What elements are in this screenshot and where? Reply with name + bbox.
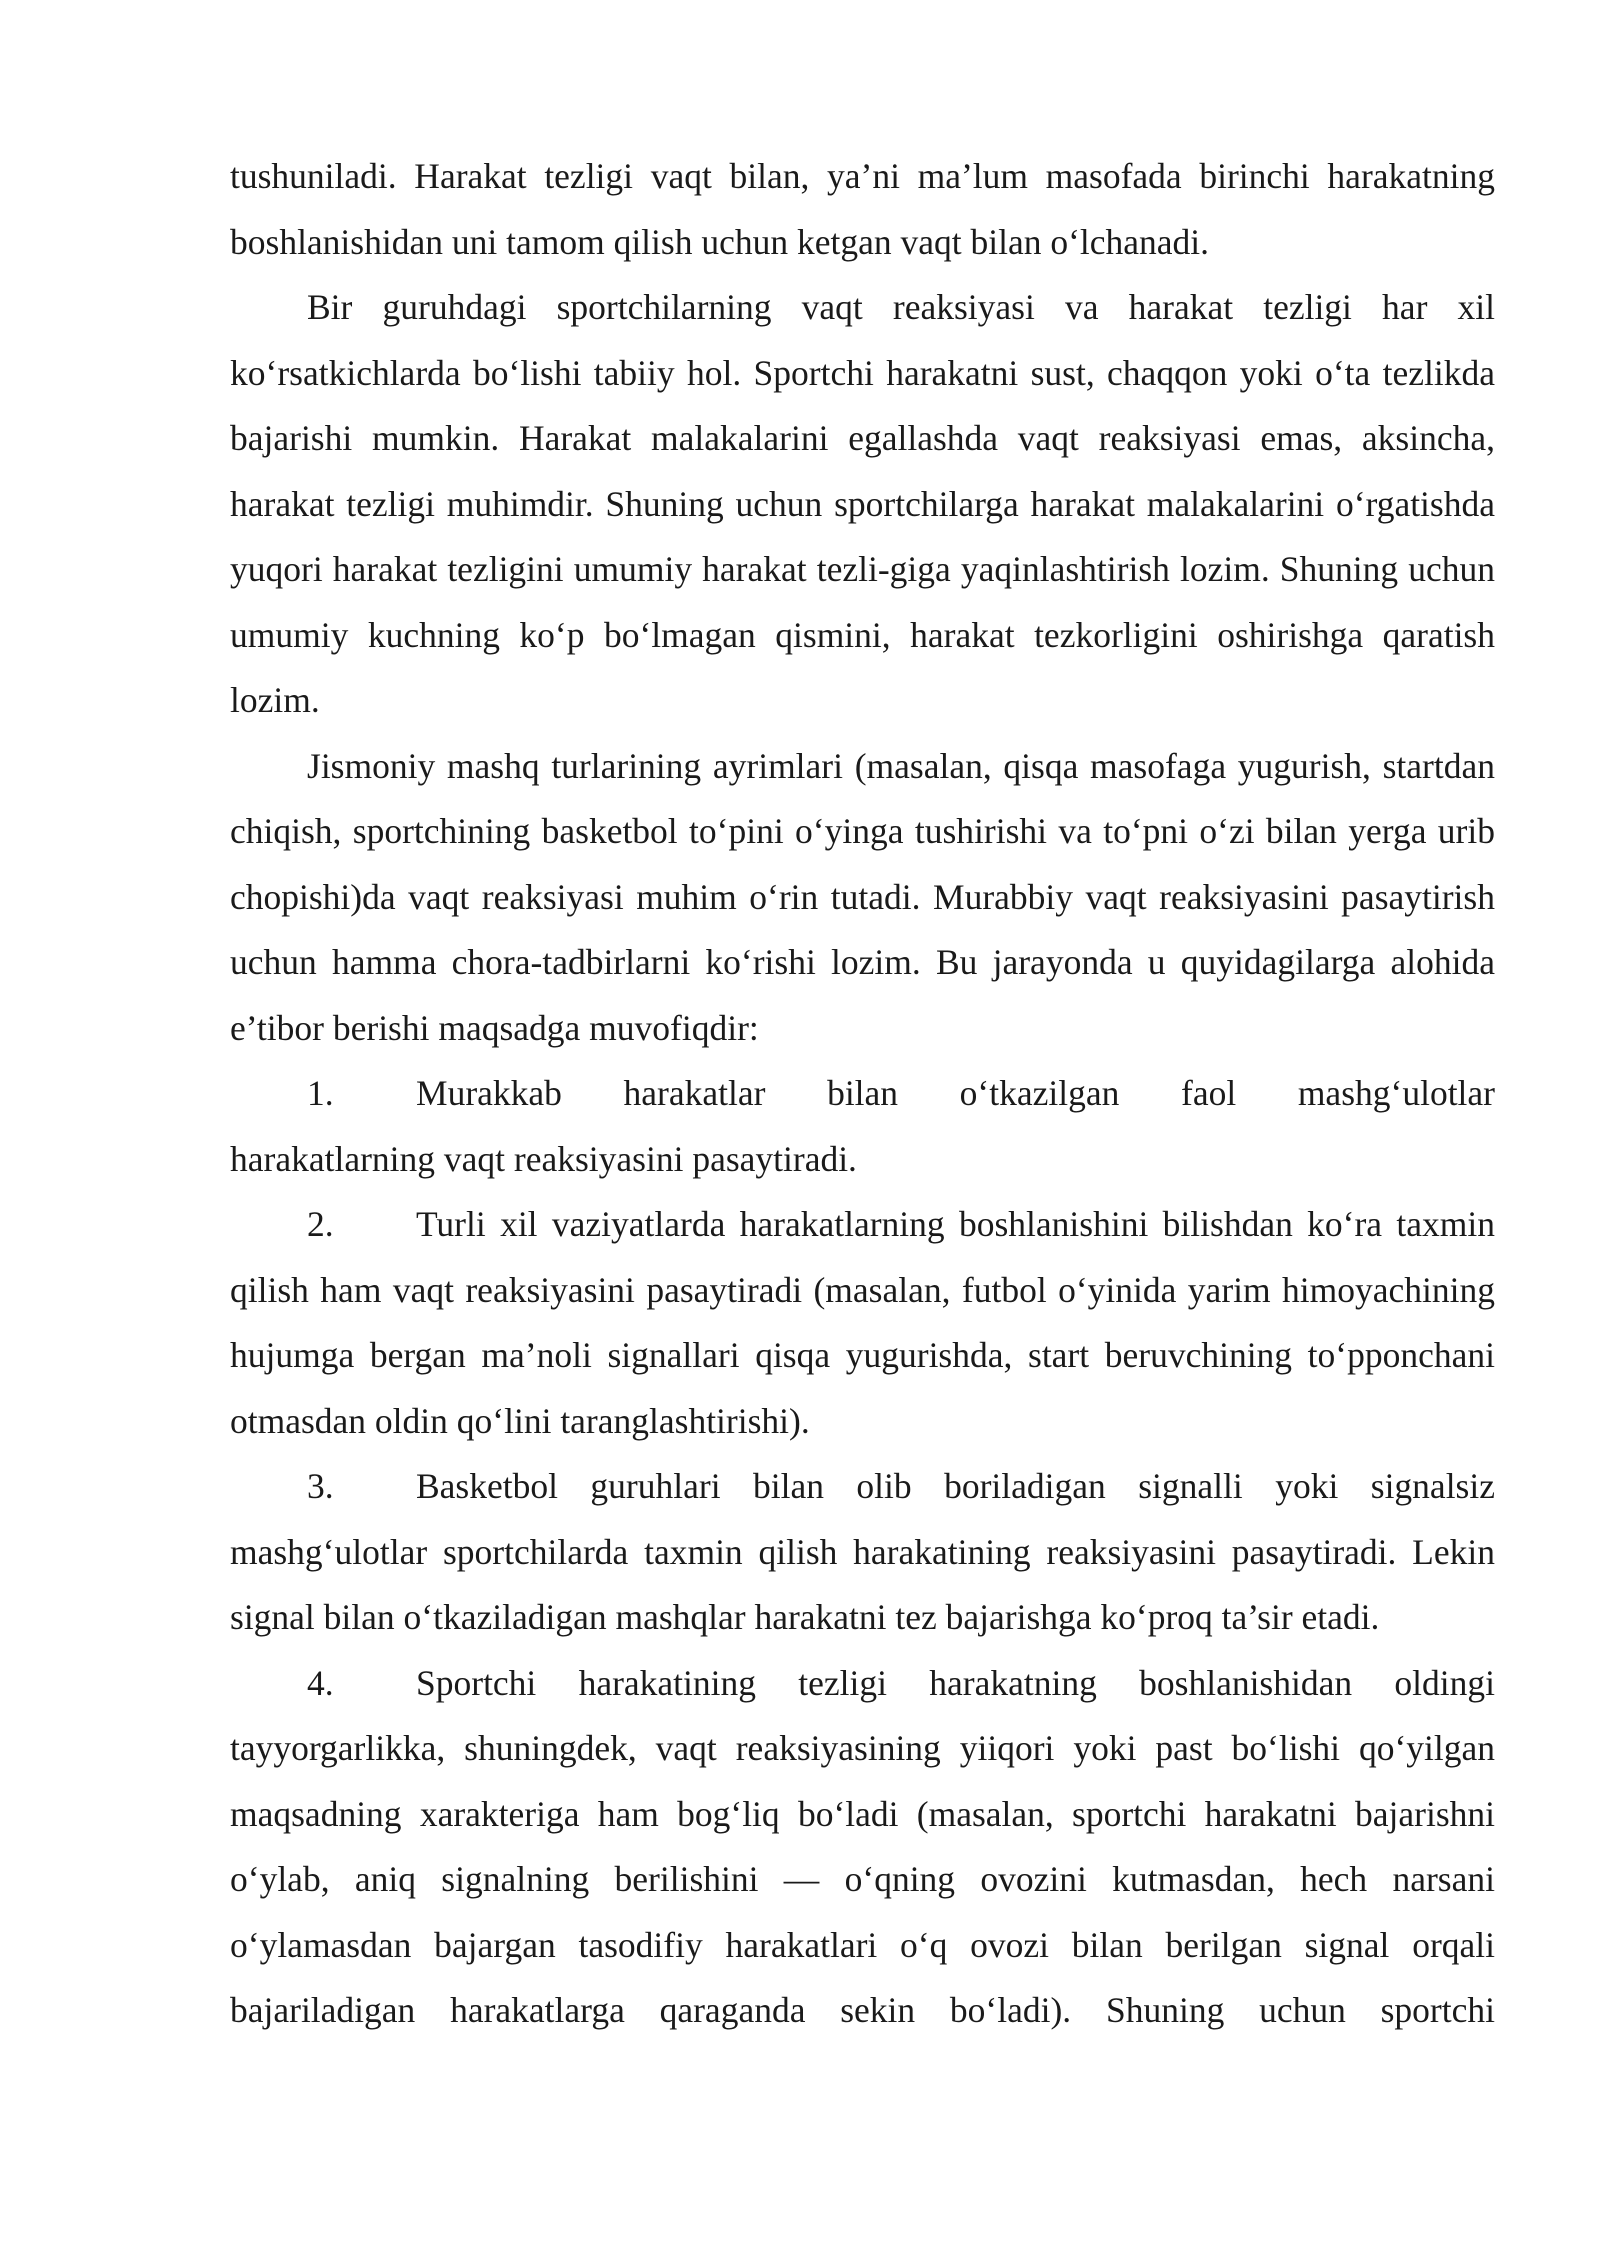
list-number: 3. bbox=[307, 1466, 334, 1506]
list-item-text: Basketbol guruhlari bilan olib boriladigan signalli yoki signalsiz mashg‘ulotlar sportchilarda taxmin qilish harakatining reaksiyasini pasaytiradi. Lekin signal bilan o‘tkaziladigan mashqlar harakatni tez bajarishga ko‘proq ta’sir etadi. bbox=[230, 1466, 1495, 1637]
list-item-text: Murakkab harakatlar bilan o‘tkazilgan faol mashg‘ulotlar bbox=[416, 1073, 1495, 1113]
list-item-4 bbox=[230, 1651, 1495, 2044]
paragraph-continuation: tushuniladi. Harakat tezligi vaqt bilan, ya’ni ma’lum masofada birinchi harakatning boshlanishidan uni tamom qilish uchun ketgan vaqt bilan o‘lchanadi. bbox=[230, 156, 1495, 262]
paragraph-exercise-types: Jismoniy mashq turlarining ayrimlari (masalan, qisqa masofaga yugurish, startdan chiqish, sportchining basketbol to‘pini o‘yinga tushirishi va to‘pni o‘zi bilan yerga urib chopishi)da vaqt reaksiyasi muhim o‘rin tutadi. Murabbiy vaqt reaksiyasini pasaytirish uchun hamma chora-tadbirlarni ko‘rishi lozim. Bu jarayonda u quyidagilarga alohida e’tibor berishi maqsadga muvofiqdir: bbox=[230, 745, 1495, 1048]
list-number: 2. bbox=[307, 1204, 334, 1244]
list-number: 4. bbox=[307, 1662, 334, 1703]
paragraph-reaction-speed: Bir guruhdagi sportchilarning vaqt reaksiyasi va harakat tezligi har xil ko‘rsatkichlarda bo‘lishi tabiiy hol. Sportchi harakatni sust, chaqqon yoki o‘ta tezlikda bajarishi mumkin. Harakat malakalarini egallashda vaqt reaksiyasi emas, aksincha, harakat tezligi muhimdir. Shuning uchun sportchilarga harakat malakalarini o‘rgatishda yuqori harakat tezligini umumiy harakat tezli-giga yaqinlashtirish lozim. Shuning uchun umumiy kuchning ko‘p bo‘lmagan qismini, harakat tezkorligini oshirishga qaratish lozim. bbox=[230, 287, 1495, 720]
list-number: 1. bbox=[307, 1073, 334, 1113]
list-item-3 bbox=[230, 1454, 1495, 1651]
document-page bbox=[230, 144, 1495, 2044]
list-item-text: Turli xil vaziyatlarda harakatlarning boshlanishini bilishdan ko‘ra taxmin qilish ham vaqt reaksiyasini pasaytiradi (masalan, futbol o‘yinida yarim himoyachining hujumga bergan ma’noli signallari qisqa yugurishda, start beruvchining to‘pponchani otmasdan oldin qo‘lini taranglashtirishi). bbox=[230, 1204, 1495, 1441]
list-item-1-continuation: harakatlarning vaqt reaksiyasini pasaytiradi. bbox=[230, 1138, 857, 1179]
list-item-text: Sportchi harakatining tezligi harakatning boshlanishidan oldingi tayyorgarlikka, shuningdek, vaqt reaksiyasining yiiqori yoki past bo‘lishi qo‘yilgan maqsadning xarakteriga ham bog‘liq bo‘ladi (masalan, sportchi harakatni bajarishni o‘ylab, aniq signalning berilishini — o‘qning ovozini kutmasdan, hech narsani o‘ylamasdan bajargan tasodifiy harakatlari o‘q ovozi bilan berilgan signal orqali bajariladigan harakatlarga qaraganda sekin bo‘ladi). Shuning uchun sportchi bbox=[230, 1662, 1495, 2030]
list-item-2 bbox=[230, 1192, 1495, 1454]
list-item-1-first-line bbox=[230, 1061, 1495, 1127]
